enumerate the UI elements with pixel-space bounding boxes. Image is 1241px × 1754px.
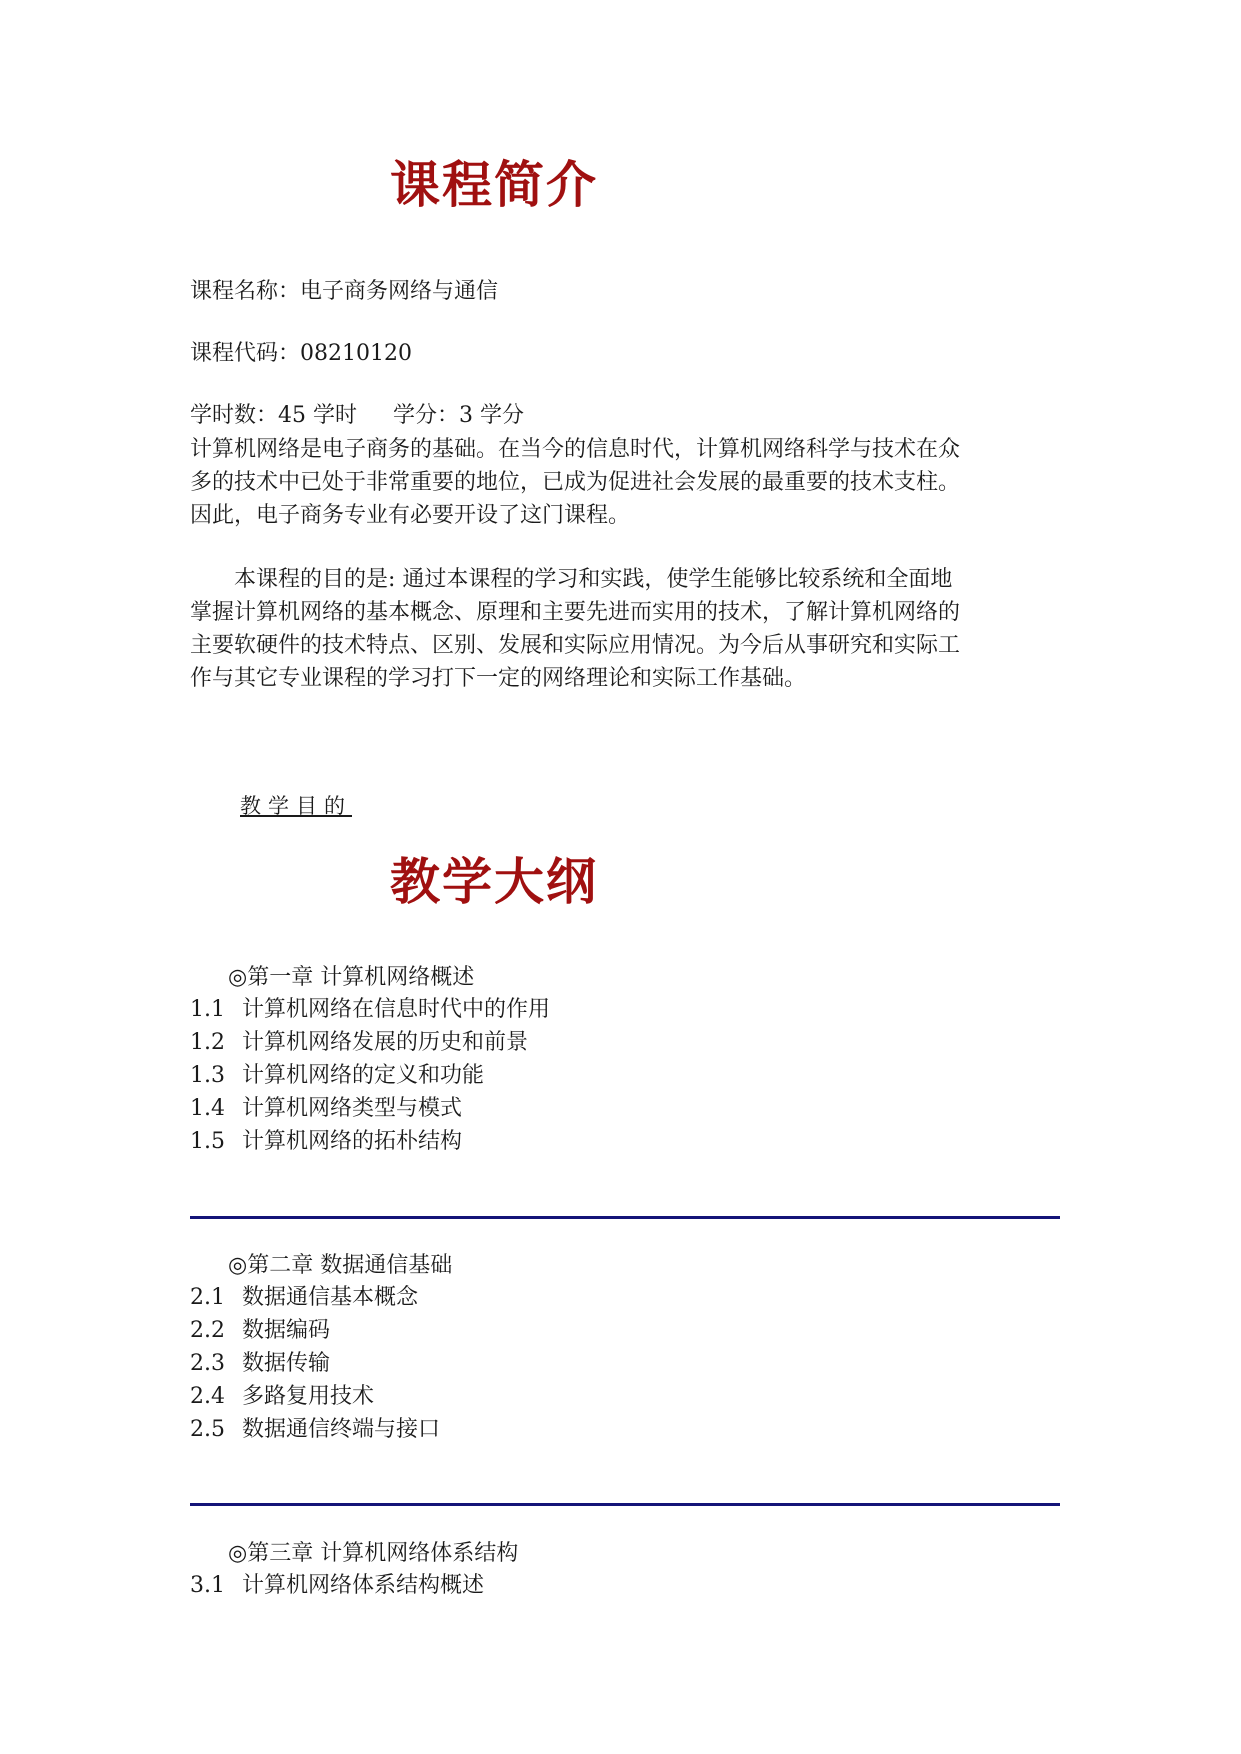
section-item: [190, 1026, 550, 1059]
credits-value: 3 学分: [459, 403, 525, 428]
section-number: 1.2: [190, 1030, 225, 1055]
paragraph-line: 因此，电子商务专业有必要开设了这门课程。: [190, 503, 631, 528]
chapter-divider: [190, 1503, 1060, 1506]
section-text: 计算机网络发展的历史和前景: [242, 1030, 529, 1055]
chapter-2-sections: [190, 1281, 440, 1446]
section-item: [190, 1125, 550, 1158]
section-item: [190, 1413, 440, 1446]
hours-value: 45 学时: [278, 403, 358, 428]
paragraph-line: 本课程的目的是: 通过本课程的学习和实践，使学生能够比较系统和全面地: [190, 567, 953, 592]
section-text: 数据编码: [242, 1318, 331, 1343]
section-item: [190, 1059, 550, 1092]
section-item: [190, 1380, 440, 1413]
paragraph-line: 作与其它专业课程的学习打下一定的网络理论和实际工作基础。: [190, 666, 807, 691]
section-text: 计算机网络体系结构概述: [242, 1573, 485, 1598]
chapter-title: ◎第三章 计算机网络体系结构: [228, 1541, 519, 1566]
section-text: 计算机网络在信息时代中的作用: [242, 997, 551, 1022]
hours-credits-line: [190, 400, 524, 432]
section-number: 1.3: [190, 1063, 225, 1088]
paragraph-line: 主要软硬件的技术特点、区别、发展和实际应用情况。为今后从事研究和实际工: [190, 633, 961, 658]
paragraph-line: 计算机网络是电子商务的基础。在当今的信息时代，计算机网络科学与技术在众: [190, 437, 961, 462]
chapter-1-sections: [190, 993, 550, 1158]
section-number: 2.4: [190, 1384, 225, 1409]
paragraph-line: 掌握计算机网络的基本概念、原理和主要先进而实用的技术，了解计算机网络的: [190, 600, 961, 625]
section-number: 1.1: [190, 997, 225, 1022]
section-item: [190, 1314, 440, 1347]
section-number: 2.3: [190, 1351, 225, 1376]
course-name-line: [190, 276, 498, 308]
section-text: 数据通信基本概念: [242, 1285, 419, 1310]
chapter-title: ◎第一章 计算机网络概述: [228, 965, 475, 990]
chapter-divider: [190, 1216, 1060, 1219]
intro-paragraph-1: [190, 433, 1090, 532]
section-text: 数据传输: [242, 1351, 331, 1376]
course-code-value: 08210120: [300, 341, 412, 366]
section-item: [190, 1347, 440, 1380]
credits-label: 学分：: [393, 403, 460, 428]
section-text: 计算机网络的拓朴结构: [242, 1129, 463, 1154]
course-code-label: 课程代码：: [190, 341, 301, 366]
section-item: [190, 1569, 484, 1602]
course-intro-title: 课程简介: [390, 156, 598, 214]
section-number: 2.1: [190, 1285, 225, 1310]
section-item: [190, 1281, 440, 1314]
section-text: 数据通信终端与接口: [242, 1417, 441, 1442]
teaching-goal-link[interactable]: 教学目的: [240, 794, 352, 818]
section-number: 2.5: [190, 1417, 225, 1442]
section-item: [190, 993, 550, 1026]
section-text: 计算机网络类型与模式: [242, 1096, 463, 1121]
section-text: 计算机网络的定义和功能: [242, 1063, 485, 1088]
paragraph-line: 多的技术中已处于非常重要的地位，已成为促进社会发展的最重要的技术支柱。: [190, 470, 961, 495]
section-text: 多路复用技术: [242, 1384, 375, 1409]
chapter-3-sections: [190, 1569, 484, 1602]
section-number: 1.5: [190, 1129, 225, 1154]
course-name-label: 课程名称：: [190, 279, 301, 304]
hours-label: 学时数：: [190, 403, 279, 428]
section-item: [190, 1092, 550, 1125]
course-name-value: 电子商务网络与通信: [300, 279, 499, 304]
section-number: 1.4: [190, 1096, 225, 1121]
chapter-title: ◎第二章 数据通信基础: [228, 1253, 453, 1278]
course-code-line: [190, 338, 412, 370]
intro-paragraph-2: [190, 563, 1090, 695]
section-number: 3.1: [190, 1573, 225, 1598]
syllabus-title: 教学大纲: [390, 853, 598, 911]
section-number: 2.2: [190, 1318, 225, 1343]
